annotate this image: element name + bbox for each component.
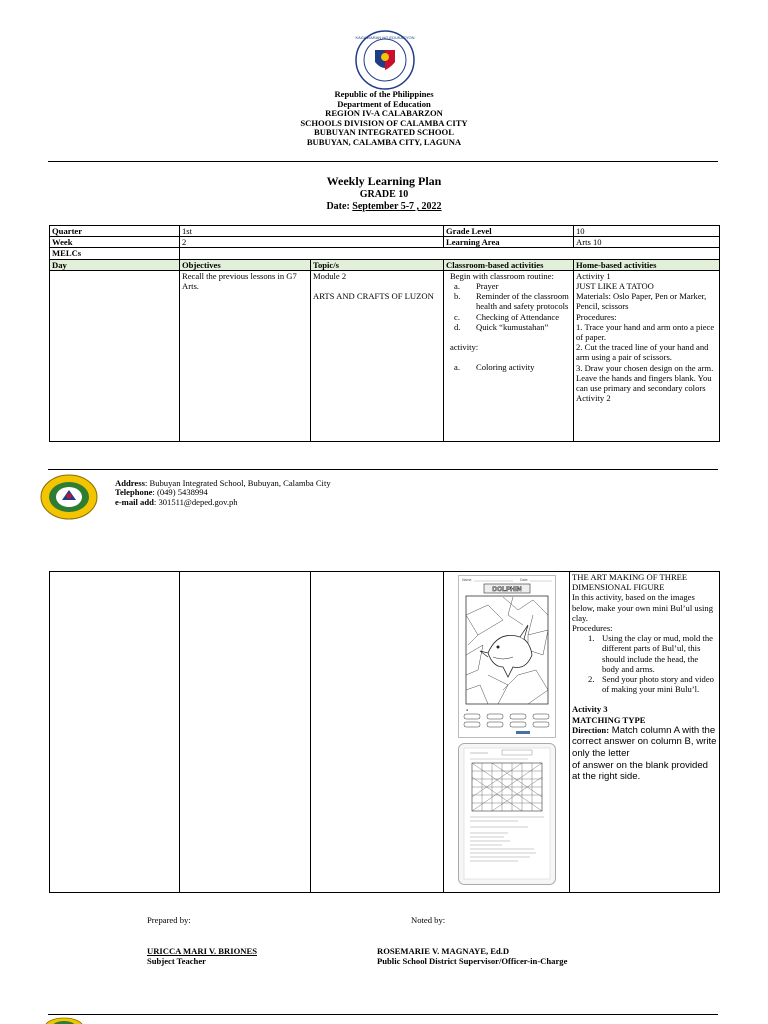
week-label: Week bbox=[50, 237, 180, 248]
list-item: a. Prayer bbox=[454, 281, 499, 292]
list-item: a. Coloring activity bbox=[454, 362, 535, 373]
activity-2-label: Activity 2 bbox=[576, 393, 611, 404]
email-line: e-mail add: 301511@deped.gov.ph bbox=[115, 496, 238, 507]
preparer-block bbox=[147, 946, 257, 966]
footer-divider-2 bbox=[48, 1014, 718, 1015]
topic-title: ARTS AND CRAFTS OF LUZON bbox=[313, 291, 434, 302]
direction-text-2: of answer on the blank provided at the right side. bbox=[572, 759, 708, 783]
plan-date: Date: September 5-7 , 2022 bbox=[326, 201, 442, 212]
home-cell-continued bbox=[570, 572, 720, 893]
school-contact bbox=[115, 479, 331, 507]
learning-area-value: Arts 10 bbox=[574, 237, 720, 248]
quarter-value: 1st bbox=[180, 226, 444, 237]
list-item: 2. Send your photo story and video of making your mini Bulu’l. bbox=[588, 674, 714, 695]
header-line-4: SCHOOLS DIVISION OF CALAMBA CITY bbox=[300, 117, 468, 128]
list-item: 1. Using the clay or mud, mold the different parts of Bul’ul, this should include the head, the body and arms. bbox=[588, 633, 713, 674]
activity-3-label: Activity 3 bbox=[572, 704, 608, 715]
school-logo-icon bbox=[40, 474, 98, 520]
noter-name: ROSEMARIE V. MAGNAYE, Ed.D bbox=[377, 946, 510, 956]
col-objectives: Objectives bbox=[180, 259, 311, 270]
header-line-3: REGION IV-A CALABARZON bbox=[325, 108, 443, 119]
svg-text:Name:: Name: bbox=[462, 578, 473, 582]
step-1: 1. Trace your hand and arm onto a piece of paper. bbox=[576, 321, 715, 343]
melcs-value bbox=[180, 248, 720, 259]
deped-seal-icon bbox=[355, 30, 415, 90]
activity-label: activity: bbox=[450, 342, 479, 353]
school-logo-icon bbox=[44, 1017, 84, 1024]
header-line-6: BUBUYAN, CALAMBA CITY, LAGUNA bbox=[306, 136, 462, 147]
col-home: Home-based activities bbox=[574, 259, 720, 270]
materials-text: Materials: Oslo Paper, Pen or Marker, Pencil, scissors bbox=[576, 291, 707, 312]
col-day: Day bbox=[50, 259, 180, 270]
learning-area-label: Learning Area bbox=[444, 237, 574, 248]
direction-text: Direction: Match column A with the correct answer on column B, write only the letter bbox=[572, 724, 717, 760]
weekly-plan-table-continued bbox=[49, 571, 720, 893]
objectives-cell: Recall the previous lessons in G7 Arts. bbox=[180, 270, 311, 441]
telephone-line: Telephone: (049) 5438994 bbox=[115, 487, 208, 498]
svg-text:KAGAWARAN NG EDUKASYON: KAGAWARAN NG EDUKASYON bbox=[355, 35, 415, 40]
activity-1-label: Activity 1 bbox=[576, 270, 611, 281]
home-cell bbox=[574, 270, 720, 441]
list-item: d. Quick “kumustahan” bbox=[454, 321, 549, 332]
topics-cell bbox=[311, 270, 444, 441]
day-cell bbox=[50, 270, 180, 441]
classroom-intro: Begin with classroom routine: bbox=[450, 270, 554, 281]
preparer-name: URICCA MARI V. BRIONES bbox=[147, 946, 257, 956]
svg-text:Date:: Date: bbox=[520, 578, 529, 582]
noted-by-label: Noted by: bbox=[411, 915, 446, 925]
step-2: 2. Cut the traced line of your hand and arm using a pair of scissors. bbox=[576, 342, 709, 363]
agency-header bbox=[0, 90, 768, 148]
classroom-cell bbox=[444, 270, 574, 441]
activity-2-intro: In this activity, based on the images below, make your own mini Bul’ul using clay. bbox=[572, 592, 713, 623]
step-3: 3. Draw your chosen design on the arm. Leave the hands and fingers blank. You bbox=[576, 362, 714, 383]
preparer-title: Subject Teacher bbox=[147, 956, 206, 966]
header-line-1: Republic of the Philippines bbox=[334, 89, 434, 99]
col-topics: Topic/s bbox=[311, 259, 444, 270]
col-classroom: Classroom-based activities bbox=[444, 259, 574, 270]
svg-text:DOLPHIN: DOLPHIN bbox=[492, 586, 522, 593]
step-3b: can use primary and secondary colors bbox=[576, 383, 706, 394]
activity-3-title: MATCHING TYPE bbox=[572, 714, 646, 725]
list-item: c. Checking of Attendance bbox=[454, 311, 560, 322]
worksheet-cell bbox=[444, 572, 570, 893]
header-line-2: Department of Education bbox=[337, 98, 431, 109]
noter-block bbox=[377, 946, 567, 966]
header-divider bbox=[48, 161, 718, 162]
week-value: 2 bbox=[180, 237, 444, 248]
list-item: b. Reminder of the classroom health and safety protocols bbox=[454, 291, 569, 312]
weekly-plan-table bbox=[49, 225, 720, 442]
activity-2-title: THE ART MAKING OF THREE DIMENSIONAL FIGURE bbox=[572, 572, 688, 593]
footer-divider bbox=[48, 469, 718, 470]
dolphin-worksheet-image bbox=[458, 575, 556, 738]
topic-module: Module 2 bbox=[313, 270, 347, 281]
noter-title: Public School District Supervisor/Officer-in-Charge bbox=[377, 956, 568, 966]
prepared-by-label: Prepared by: bbox=[147, 915, 191, 925]
plan-title: Weekly Learning Plan bbox=[326, 174, 442, 188]
plan-grade: GRADE 10 bbox=[359, 189, 409, 200]
topics-cell bbox=[311, 572, 444, 893]
quarter-label: Quarter bbox=[50, 226, 180, 237]
address-line: Address: Bubuyan Integrated School, Bubuyan, Calamba City bbox=[115, 478, 331, 488]
melcs-label: MELCs bbox=[50, 248, 180, 259]
plan-date-value: September 5-7 , 2022 bbox=[352, 201, 442, 212]
svg-text:●: ● bbox=[466, 708, 469, 712]
day-cell bbox=[50, 572, 180, 893]
activity-1-title: JUST LIKE A TATOO bbox=[576, 281, 654, 292]
procedures-label: Procedures: bbox=[576, 311, 617, 322]
grade-level-value: 10 bbox=[574, 226, 720, 237]
grade-level-label: Grade Level bbox=[444, 226, 574, 237]
objectives-cell bbox=[180, 572, 311, 893]
procedures-label: Procedures: bbox=[572, 623, 613, 634]
pattern-worksheet-image bbox=[458, 743, 556, 885]
header-line-5: BUBUYAN INTEGRATED SCHOOL bbox=[314, 127, 454, 138]
